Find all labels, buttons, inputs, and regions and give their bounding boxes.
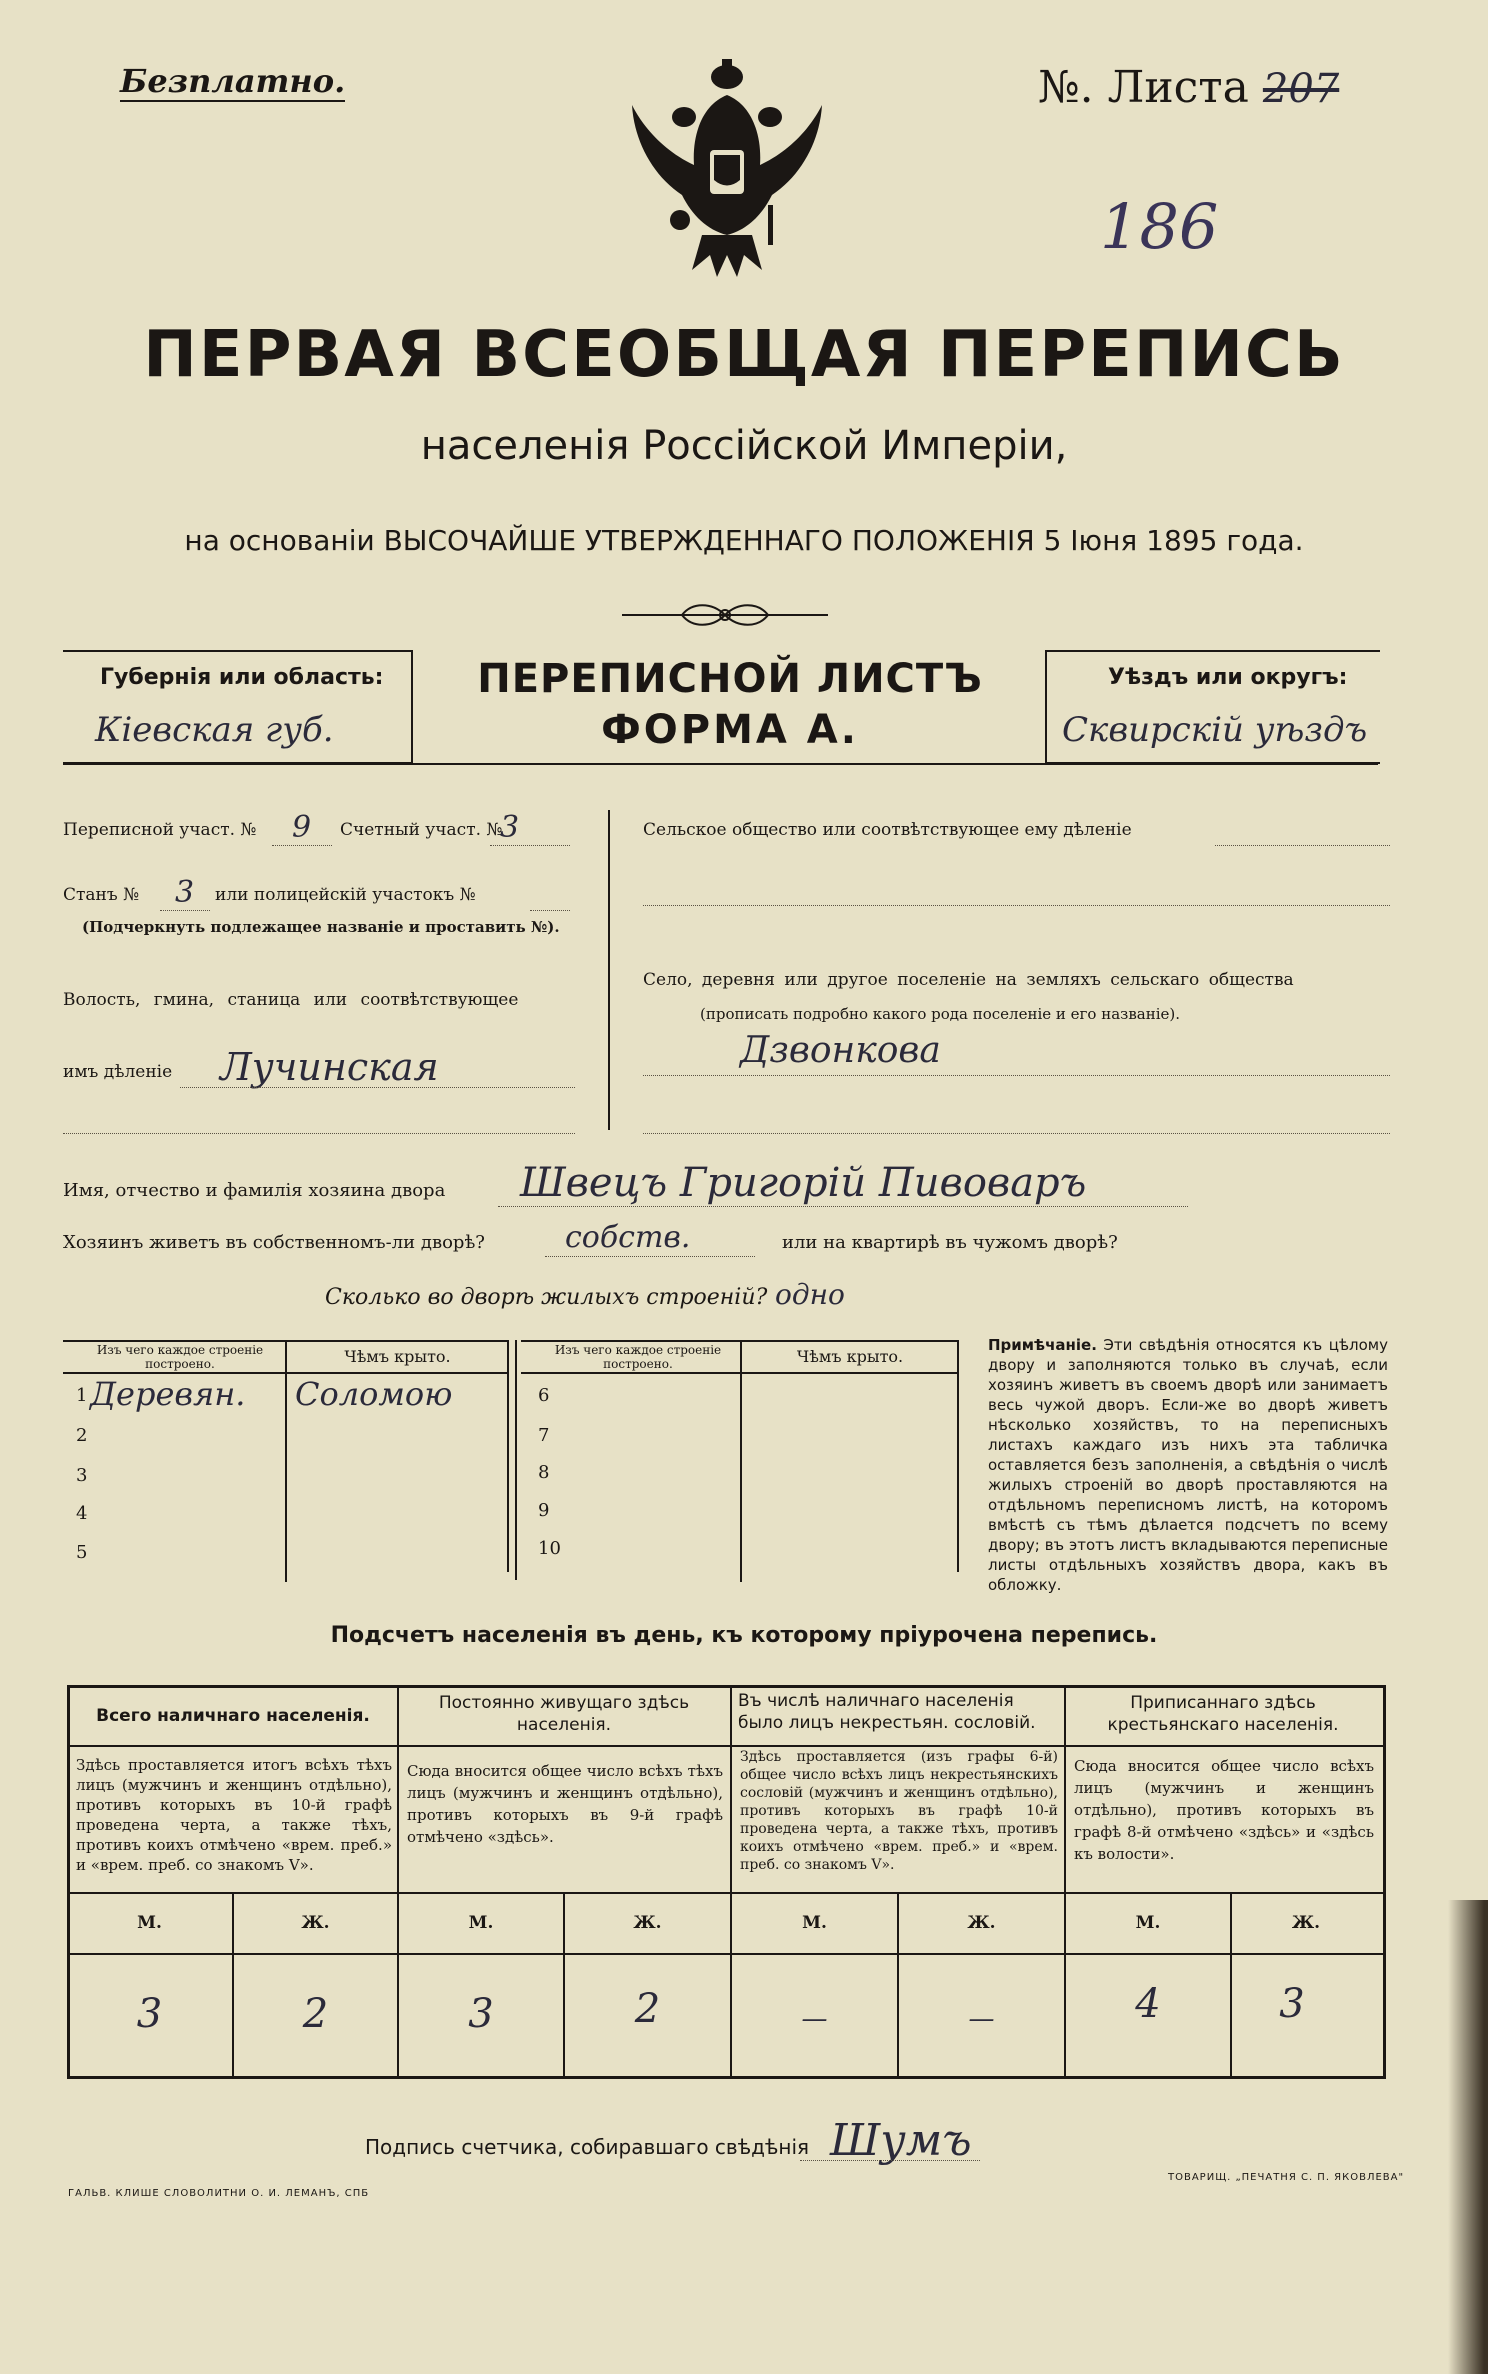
census-section-line xyxy=(272,845,332,846)
count-section-value: 3 xyxy=(500,810,520,845)
owner-lives-line xyxy=(545,1256,755,1257)
pop-m-value: — xyxy=(801,2004,828,2034)
pop-f-value: 2 xyxy=(634,1986,661,2032)
buildings-right-col-material: Изъ чего каждое строеніе построено. xyxy=(554,1343,722,1371)
row-number: 5 xyxy=(76,1542,88,1563)
buildings-label: Сколько во дворѣ жилыхъ строеній? xyxy=(325,1285,768,1310)
legal-basis: на основаніи ВЫСОЧАЙШЕ УТВЕРЖДЕННАГО ПОЛОЖЕНІЯ 5 Іюня 1895 года. xyxy=(184,524,1304,557)
census-section-label: Переписной участ. № xyxy=(63,820,257,840)
sheet-number xyxy=(1038,62,1339,113)
buildings-right-col-roof: Чѣмъ крыто. xyxy=(796,1347,904,1366)
right-imprint: ТОВАРИЩ. „ПЕЧАТНЯ С. П. ЯКОВЛЕВА" xyxy=(1168,2172,1405,2183)
village-label: Село, деревня или другое поселеніе на земляхъ сельскаго общества xyxy=(643,970,1294,990)
row-roof: Соломою xyxy=(295,1375,453,1413)
owner-name-value: Швецъ Григорій Пивоваръ xyxy=(520,1160,1087,1206)
pop-col-header: Всего наличнаго населенія. xyxy=(96,1706,370,1726)
society-line xyxy=(1215,845,1390,846)
form-subtitle: ФОРМА А. xyxy=(601,707,859,753)
village-line xyxy=(643,1075,1390,1076)
census-section-field xyxy=(63,820,257,840)
village-value: Дзвонкова xyxy=(740,1030,941,1071)
pop-f-value: 3 xyxy=(1279,1981,1305,2027)
pop-f-label: Ж. xyxy=(967,1913,996,1933)
stan-value: 3 xyxy=(175,875,195,910)
buildings-middle-double-rule xyxy=(515,1340,517,1580)
police-note: (Подчеркнуть подлежащее названіе и проставить №). xyxy=(82,918,560,936)
society-line-2 xyxy=(643,905,1390,906)
pop-f-value: — xyxy=(968,2004,995,2034)
pop-desc-rule xyxy=(67,1892,1383,1894)
buildings-right-col-rule xyxy=(740,1342,742,1582)
note-text: Эти свѣдѣнія относятся къ цѣлому двору и заполняются только въ случаѣ, если хозяинъ живетъ въ своемъ дворѣ или занимаетъ весь чужой дворъ. Если-же во дворѣ живетъ нѣсколько хозяйствъ, то на переписныхъ листахъ каждаго изъ нихъ эта табличка оставляется безъ заполненія, а свѣдѣнія о числѣ жилыхъ строеній во дворѣ проставляются на отдѣльномъ переписномъ листѣ, на которомъ вмѣстѣ съ тѣмъ дѣлается подсчетъ по всему двору; въ этотъ листъ вкладываются переписные листы отдѣльныхъ хозяйствъ двора, какъ въ обложку. xyxy=(988,1336,1388,1594)
bleed-through-text xyxy=(40,170,1440,340)
pop-f-label: Ж. xyxy=(1291,1913,1321,1933)
row-number: 9 xyxy=(538,1500,550,1521)
fields-divider xyxy=(608,810,610,1130)
page-title: ПЕРВАЯ ВСЕОБЩАЯ ПЕРЕПИСЬ xyxy=(143,318,1345,392)
police-label: или полицейскій участокъ № xyxy=(215,885,476,905)
guberniya-value: Кіевская губ. xyxy=(95,710,334,750)
volost-line-2 xyxy=(63,1133,575,1134)
buildings-value: одно xyxy=(775,1278,845,1311)
pop-col-header: Въ числѣ наличнаго населенія было лицъ некрестьян. сословій. xyxy=(738,1691,1036,1733)
pop-m-label: М. xyxy=(802,1913,827,1933)
stan-label: Станъ № xyxy=(63,885,140,905)
row-number: 8 xyxy=(538,1462,550,1483)
buildings-left-col-material: Изъ чего каждое строеніе построено. xyxy=(96,1343,264,1371)
pop-m-label: М. xyxy=(137,1913,162,1933)
pop-header-rule xyxy=(67,1745,1383,1747)
pop-m-value: 4 xyxy=(1135,1981,1161,2027)
volost-label-2: имъ дѣленіе xyxy=(63,1062,173,1082)
sheet-number-label: №. Листа xyxy=(1038,62,1249,113)
row-number: 6 xyxy=(538,1385,550,1406)
form-title: ПЕРЕПИСНОЙ ЛИСТЪ xyxy=(477,656,983,702)
page-subtitle: населенія Россійской Имперіи, xyxy=(420,423,1068,469)
population-title: Подсчетъ населенія въ день, къ которому пріурочена перепись. xyxy=(330,1623,1158,1648)
note xyxy=(988,1335,1388,1595)
police-line xyxy=(530,910,570,911)
row-number: 4 xyxy=(76,1503,88,1524)
sheet-number-value: 207 xyxy=(1262,66,1340,112)
owner-name-line xyxy=(498,1206,1188,1207)
buildings-left-col-roof: Чѣмъ крыто. xyxy=(344,1347,451,1366)
signature-line xyxy=(800,2160,980,2161)
owner-name-label: Имя, отчество и фамилія хозяина двора xyxy=(63,1180,446,1201)
pop-m-value: 3 xyxy=(468,1991,494,2037)
row-number: 2 xyxy=(76,1425,88,1446)
owner-or-label: или на квартирѣ въ чужомъ дворѣ? xyxy=(782,1232,1118,1253)
pop-col-header: Приписаннаго здѣсь крестьянскаго населенія. xyxy=(1107,1693,1339,1735)
volost-label: Волость, гмина, станица или соотвѣтствующее xyxy=(63,990,519,1010)
note-lead: Примѣчаніе. xyxy=(988,1336,1097,1354)
header-bottom-rule xyxy=(63,763,1378,765)
pop-col-header: Постоянно живущаго здѣсь населенія. xyxy=(438,1693,690,1735)
pop-col-desc: Сюда вносится общее число всѣхъ лицъ (мужчинъ и женщинъ отдѣльно), противъ которыхъ въ графѣ 8-й отмѣчено «здѣсь» и «здѣсь къ волости». xyxy=(1074,1757,1374,1863)
volost-value: Лучинская xyxy=(220,1045,439,1089)
village-note: (прописать подробно какого рода поселеніе и его названіе). xyxy=(700,1005,1180,1023)
uezd-value: Сквирскій уѣздъ xyxy=(1062,710,1368,750)
guberniya-label: Губернія или область: xyxy=(100,665,384,690)
volost-line xyxy=(180,1087,575,1088)
free-label: Безплатно. xyxy=(120,62,346,100)
pop-col-desc: Здѣсь проставляется итогъ всѣхъ тѣхъ лицъ (мужчинъ и женщинъ отдѣльно), противъ которыхъ въ 10-й графѣ проведена черта, а также тѣхъ, противъ коихъ отмѣчено «врем. преб.» и «врем. преб. со знакомъ V». xyxy=(76,1756,392,1874)
row-number: 10 xyxy=(538,1538,561,1559)
row-number: 1 xyxy=(76,1385,88,1406)
village-line-2 xyxy=(643,1133,1390,1134)
pop-m-label: М. xyxy=(1135,1913,1161,1933)
count-section-label: Счетный участ. № xyxy=(340,820,503,840)
pop-m-label: М. xyxy=(468,1913,494,1933)
pop-f-value: 2 xyxy=(302,1991,329,2037)
owner-lives-value: собств. xyxy=(565,1220,691,1255)
uezd-label: Уѣздъ или округъ: xyxy=(1108,665,1348,690)
row-number: 3 xyxy=(76,1465,88,1486)
handwritten-number: 186 xyxy=(1100,190,1219,263)
count-section-line xyxy=(490,845,570,846)
ornament-divider xyxy=(622,600,828,630)
owner-lives-label: Хозяинъ живетъ въ собственномъ-ли дворѣ? xyxy=(63,1232,485,1253)
census-section-value: 9 xyxy=(292,810,312,845)
row-material: Деревян. xyxy=(90,1375,246,1413)
stan-line xyxy=(160,910,210,911)
row-number: 7 xyxy=(538,1425,550,1446)
signature-label: Подпись счетчика, собиравшаго свѣдѣнія xyxy=(365,2135,810,2159)
signature-value: Шумъ xyxy=(830,2115,972,2166)
pop-m-value: 3 xyxy=(136,1991,163,2037)
pop-f-label: Ж. xyxy=(633,1913,662,1933)
pop-mf-rule xyxy=(67,1953,1383,1955)
left-imprint: ГАЛЬВ. КЛИШЕ СЛОВОЛИТНИ О. И. ЛЕМАНЪ, СПБ xyxy=(68,2188,370,2199)
pop-col-desc: Здѣсь проставляется (изъ графы 6-й) общее число всѣхъ лицъ некрестьянскихъ сословій (мужчинъ и женщинъ отдѣльно), противъ которыхъ въ графѣ 10-й проведена черта, а также тѣхъ, противъ коихъ отмѣчено «врем. преб.» и «врем. преб. со знакомъ V». xyxy=(740,1749,1058,1873)
pop-col-desc: Сюда вносится общее число всѣхъ тѣхъ лицъ (мужчинъ и женщинъ отдѣльно), противъ которыхъ въ 9-й графѣ отмѣчено «здѣсь». xyxy=(407,1762,723,1846)
society-label: Сельское общество или соотвѣтствующее ему дѣленіе xyxy=(643,820,1132,840)
pop-f-label: Ж. xyxy=(301,1913,330,1933)
buildings-left-col-rule xyxy=(285,1342,287,1582)
